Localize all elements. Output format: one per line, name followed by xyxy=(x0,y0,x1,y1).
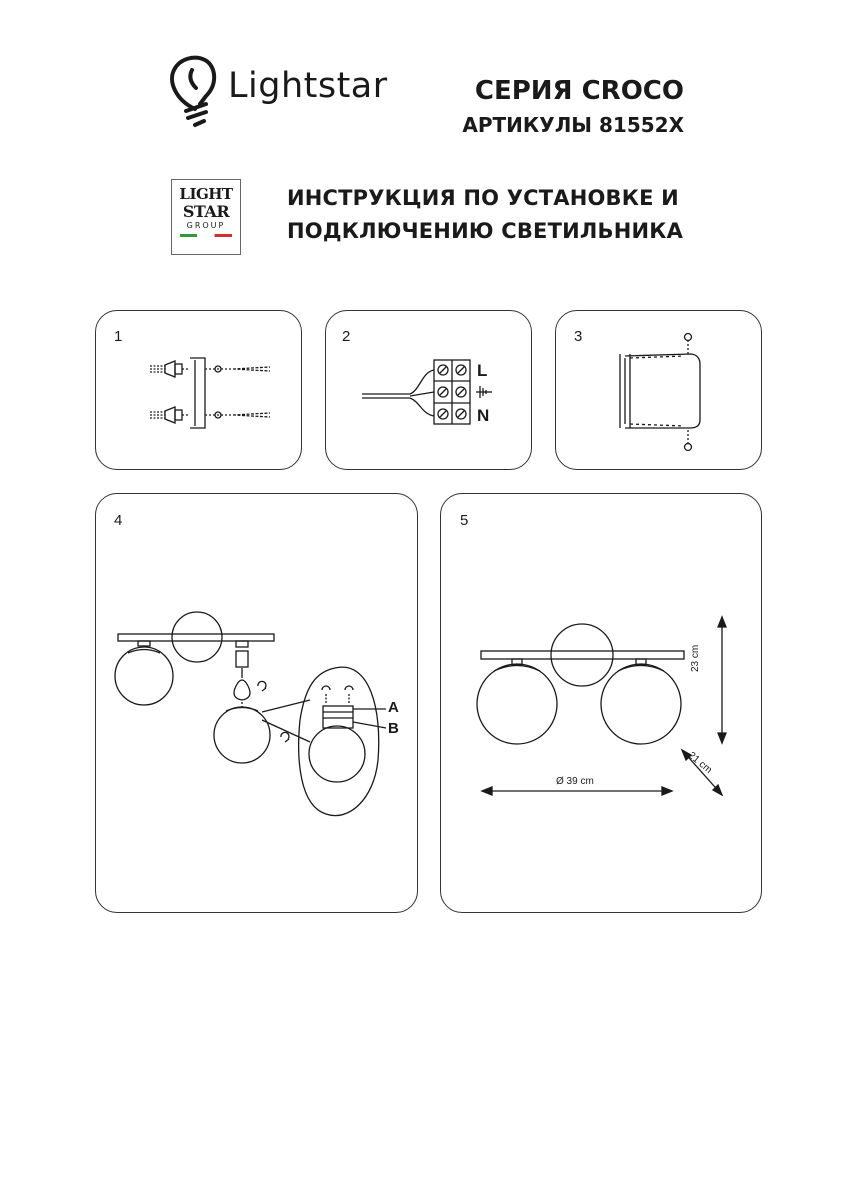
step1-mounting-bracket-illustration xyxy=(150,358,270,428)
step5-dimensions-illustration xyxy=(477,617,726,795)
article-numbers: АРТИКУЛЫ 81552X xyxy=(462,113,684,137)
instruction-title-line1: ИНСТРУКЦИЯ ПО УСТАНОВКЕ И xyxy=(287,186,679,210)
brand-name: Lightstar xyxy=(228,66,388,106)
dimension-depth: 21 cm xyxy=(685,750,714,776)
part-label-a: A xyxy=(388,699,399,716)
step-number-4: 4 xyxy=(114,512,123,529)
step-number-5: 5 xyxy=(460,512,469,529)
step4-lamp-assembly-illustration xyxy=(115,612,386,816)
step3-canopy-mount-illustration xyxy=(620,334,700,451)
terminal-label-neutral: N xyxy=(477,406,490,425)
step2-terminal-block-illustration xyxy=(362,360,492,424)
step-number-2: 2 xyxy=(342,328,351,345)
step-number-3: 3 xyxy=(574,328,583,345)
dimension-height: 23 cm xyxy=(690,644,701,672)
logo-line-group: GROUP xyxy=(186,221,226,230)
logo-line-light: LIGHT xyxy=(179,185,233,203)
step-number-1: 1 xyxy=(114,328,123,345)
part-label-b: B xyxy=(388,720,399,737)
terminal-label-live: L xyxy=(477,361,488,380)
instruction-title-line2: ПОДКЛЮЧЕНИЮ СВЕТИЛЬНИКА xyxy=(287,219,684,243)
logo-line-star: STAR xyxy=(182,202,230,221)
dimension-width: Ø 39 cm xyxy=(556,776,594,787)
series-title: СЕРИЯ CROCO xyxy=(474,76,684,106)
